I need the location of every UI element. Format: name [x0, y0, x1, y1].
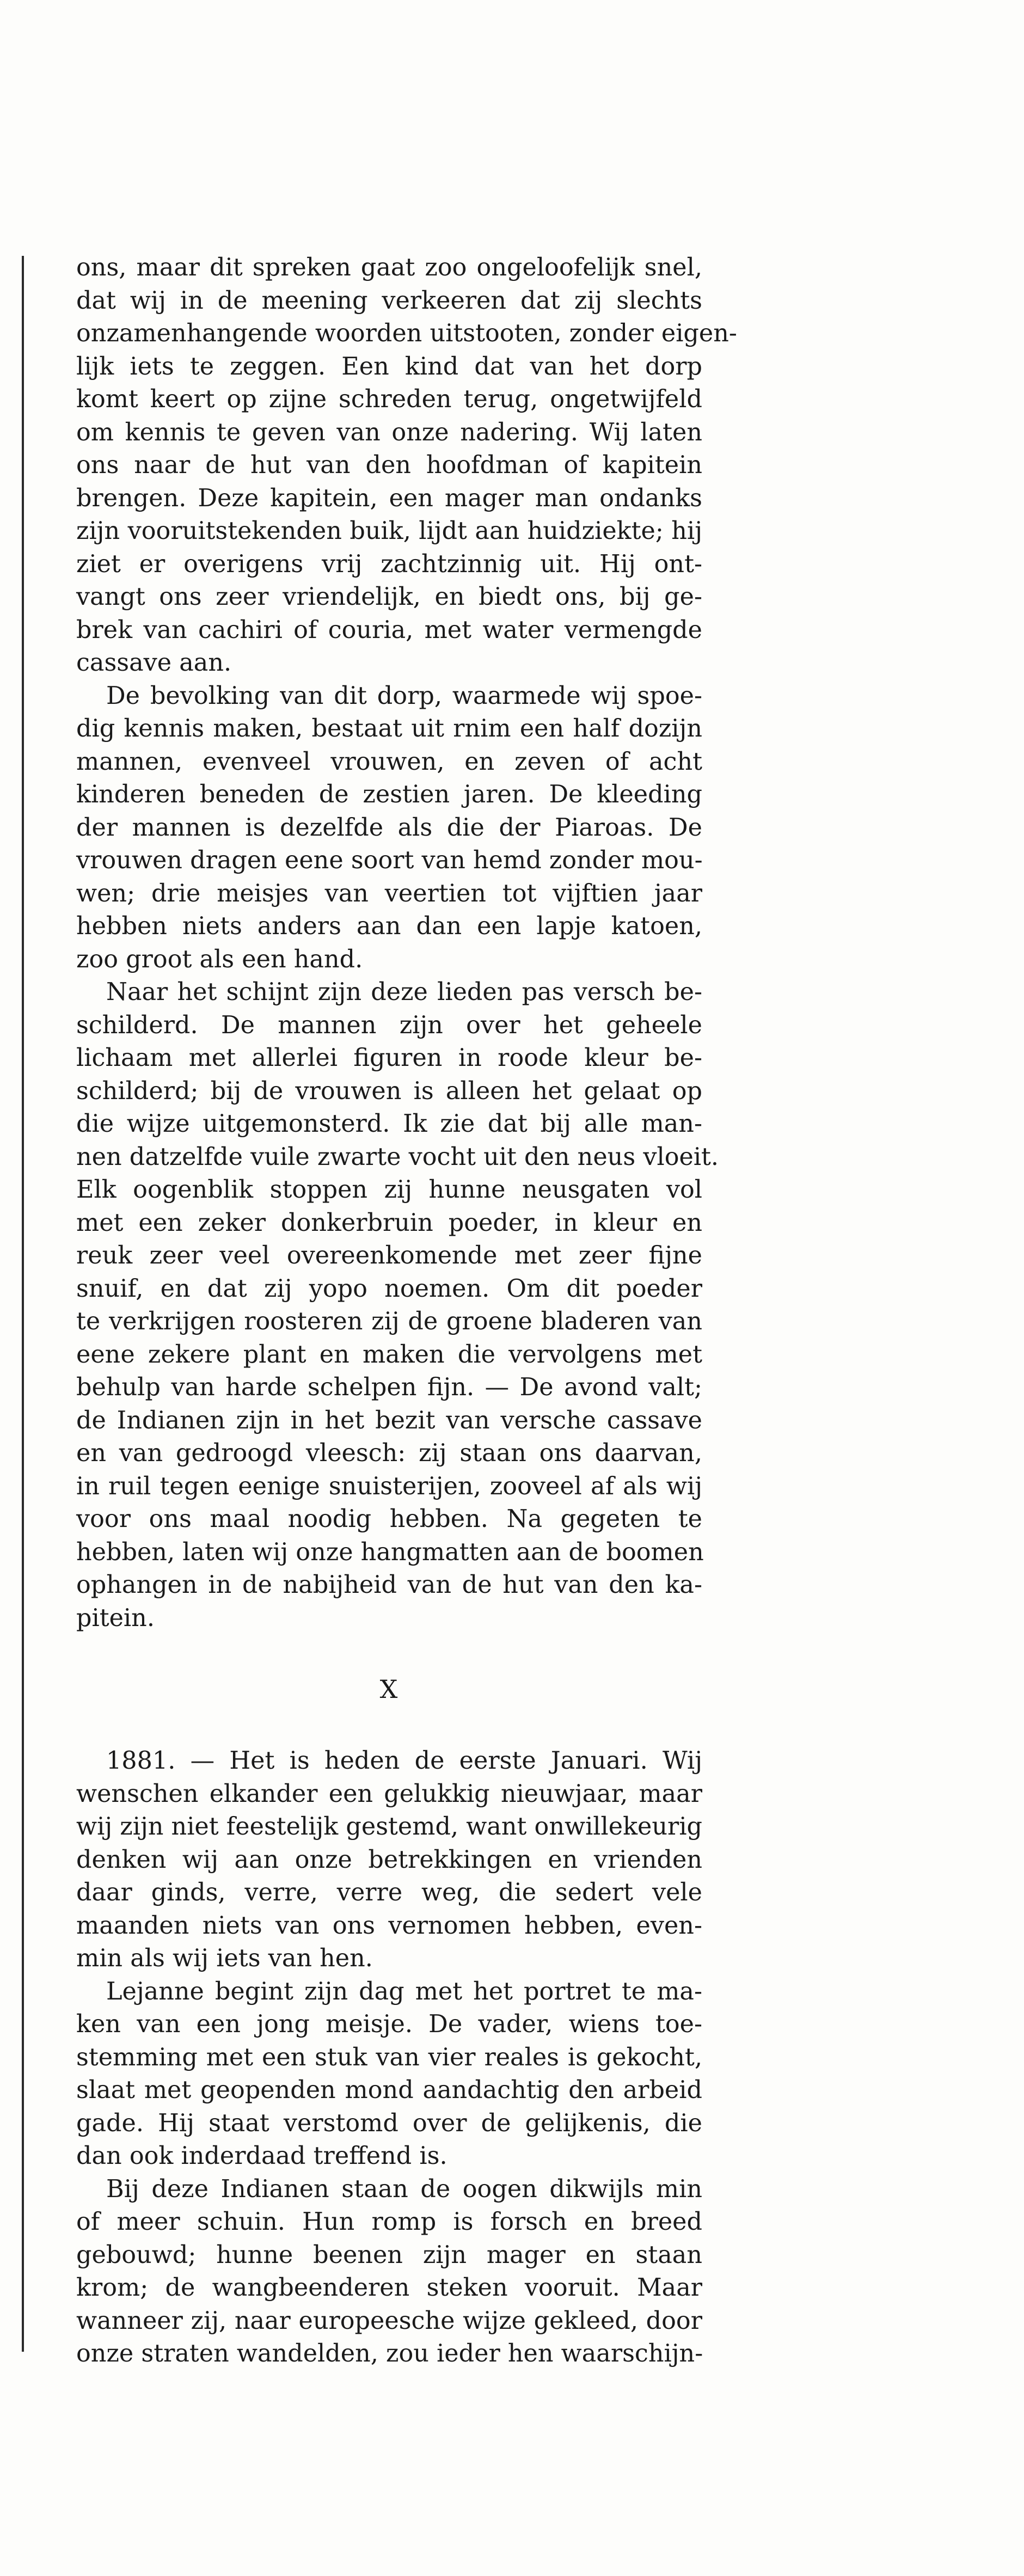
text-line: ophangen in de nabijheid van de hut van den ka- [76, 1571, 702, 1599]
text-line: gade. Hij staat verstomd over de gelijkenis, die [76, 2109, 702, 2137]
text-line: eene zekere plant en maken die vervolgens met [76, 1340, 702, 1369]
text-line: onzamenhangende woorden uitstooten, zonder eigen- [76, 320, 737, 347]
text-line: wenschen elkander een gelukkig nieuwjaar, maar [76, 1780, 702, 1808]
text-line: om kennis te geven van onze nadering. Wij laten [76, 418, 702, 446]
text-line: krom; de wangbeenderen steken vooruit. Maar [76, 2274, 702, 2302]
paragraph-3 [76, 976, 719, 1635]
text-line: komt keert op zijne schreden terug, ongetwijfeld [76, 385, 702, 413]
text-line: Naar het schijnt zijn deze lieden pas versch be- [106, 978, 702, 1006]
left-margin-rule [22, 256, 24, 2352]
text-line: 1881. — Het is heden de eerste Januari. Wij [106, 1747, 702, 1775]
text-line: brengen. Deze kapitein, een mager man ondanks [76, 484, 702, 512]
text-line: vangt ons zeer vriendelijk, en biedt ons, bij ge- [76, 583, 702, 611]
paragraph-6 [76, 2173, 702, 2371]
text-line: de Indianen zijn in het bezit van versche cassave [76, 1406, 702, 1434]
text-line: of meer schuin. Hun romp is forsch en breed [76, 2208, 702, 2236]
text-line: mannen, evenveel vrouwen, en zeven of acht [76, 747, 702, 776]
text-line: pitein. [76, 1604, 155, 1632]
text-line: maanden niets van ons vernomen hebben, even- [76, 1911, 702, 1940]
text-line: dan ook inderdaad treffend is. [76, 2142, 447, 2170]
text-line: gebouwd; hunne beenen zijn mager en staan [76, 2241, 702, 2269]
text-line: onze straten wandelden, zou ieder hen waarschijn- [76, 2340, 703, 2368]
text-line: dig kennis maken, bestaat uit rnim een half dozijn [76, 715, 702, 743]
text-line: in ruil tegen eenige snuisterijen, zooveel af als wij [76, 1472, 702, 1500]
text-line: lichaam met allerlei figuren in roode kleur be- [76, 1044, 702, 1072]
text-line: schilderd. De mannen zijn over het geheele [76, 1011, 702, 1039]
text-line: ons, maar dit spreken gaat zoo ongeloofelijk snel, [76, 254, 702, 281]
text-line: kinderen beneden de zestien jaren. De kleeding [76, 781, 702, 808]
text-line: De bevolking van dit dorp, waarmede wij spoe- [106, 682, 702, 710]
text-column [76, 252, 737, 2371]
text-line: min als wij iets van hen. [76, 1945, 373, 1972]
text-line: ziet er overigens vrij zachtzinnig uit. Hij ont- [76, 550, 702, 578]
paragraph-5 [76, 1976, 702, 2173]
text-line: lijk iets te zeggen. Een kind dat van het dorp [76, 352, 702, 381]
text-line: behulp van harde schelpen fijn. — De avond valt; [76, 1373, 702, 1401]
text-line: met een zeker donkerbruin poeder, in kleur en [76, 1209, 702, 1237]
text-line: en van gedroogd vleesch: zij staan ons daarvan, [76, 1439, 702, 1467]
paragraph-1 [76, 252, 737, 680]
text-line: hebben niets anders aan dan een lapje katoen, [76, 912, 702, 940]
text-line: slaat met geopenden mond aandachtig den arbeid [76, 2076, 702, 2104]
text-line: wen; drie meisjes van veertien tot vijftien jaar [76, 879, 702, 907]
text-line: Elk oogenblik stoppen zij hunne neusgaten vol [76, 1176, 702, 1204]
text-line: stemming met een stuk van vier reales is gekocht, [76, 2043, 702, 2071]
text-line: schilderd; bij de vrouwen is alleen het gelaat op [76, 1077, 702, 1105]
text-line: wanneer zij, naar europeesche wijze gekleed, door [76, 2307, 702, 2335]
text-line: voor ons maal noodig hebben. Na gegeten te [76, 1505, 702, 1533]
text-line: denken wij aan onze betrekkingen en vrienden [76, 1845, 702, 1874]
text-line: die wijze uitgemonsterd. Ik zie dat bij alle man- [76, 1110, 702, 1138]
text-line: Bij deze Indianen staan de oogen dikwijls min [106, 2175, 702, 2203]
text-line: nen datzelfde vuile zwarte vocht uit den neus vloeit. [76, 1143, 719, 1171]
text-line: Lejanne begint zijn dag met het portret te ma- [106, 1977, 702, 2005]
paragraph-2 [76, 680, 702, 977]
text-line: ken van een jong meisje. De vader, wiens toe- [76, 2010, 702, 2038]
text-line: der mannen is dezelfde als die der Piaroas. De [76, 813, 702, 842]
text-line: cassave aan. [76, 649, 232, 677]
section-heading: X [379, 1675, 399, 1704]
text-line: zoo groot als een hand. [76, 945, 363, 973]
text-line: ons naar de hut van den hoofdman of kapitein [76, 451, 702, 479]
paragraph-4 [76, 1745, 702, 1976]
text-line: daar ginds, verre, verre weg, die sedert vele [76, 1879, 702, 1906]
text-line: wij zijn niet feestelijk gestemd, want onwillekeurig [76, 1813, 703, 1841]
text-line: dat wij in de meening verkeeren dat zij slechts [76, 286, 702, 315]
text-line: zijn vooruitstekenden buik, lijdt aan huidziekte; hij [76, 517, 702, 545]
text-line: reuk zeer veel overeenkomende met zeer fijne [76, 1242, 702, 1269]
text-line: te verkrijgen roosteren zij de groene bladeren van [76, 1308, 702, 1335]
text-line: snuif, en dat zij yopo noemen. Om dit poeder [76, 1274, 702, 1303]
text-line: hebben, laten wij onze hangmatten aan de boomen [76, 1538, 704, 1566]
text-line: brek van cachiri of couria, met water vermengde [76, 616, 702, 644]
text-line: vrouwen dragen eene soort van hemd zonder mou- [76, 847, 703, 874]
